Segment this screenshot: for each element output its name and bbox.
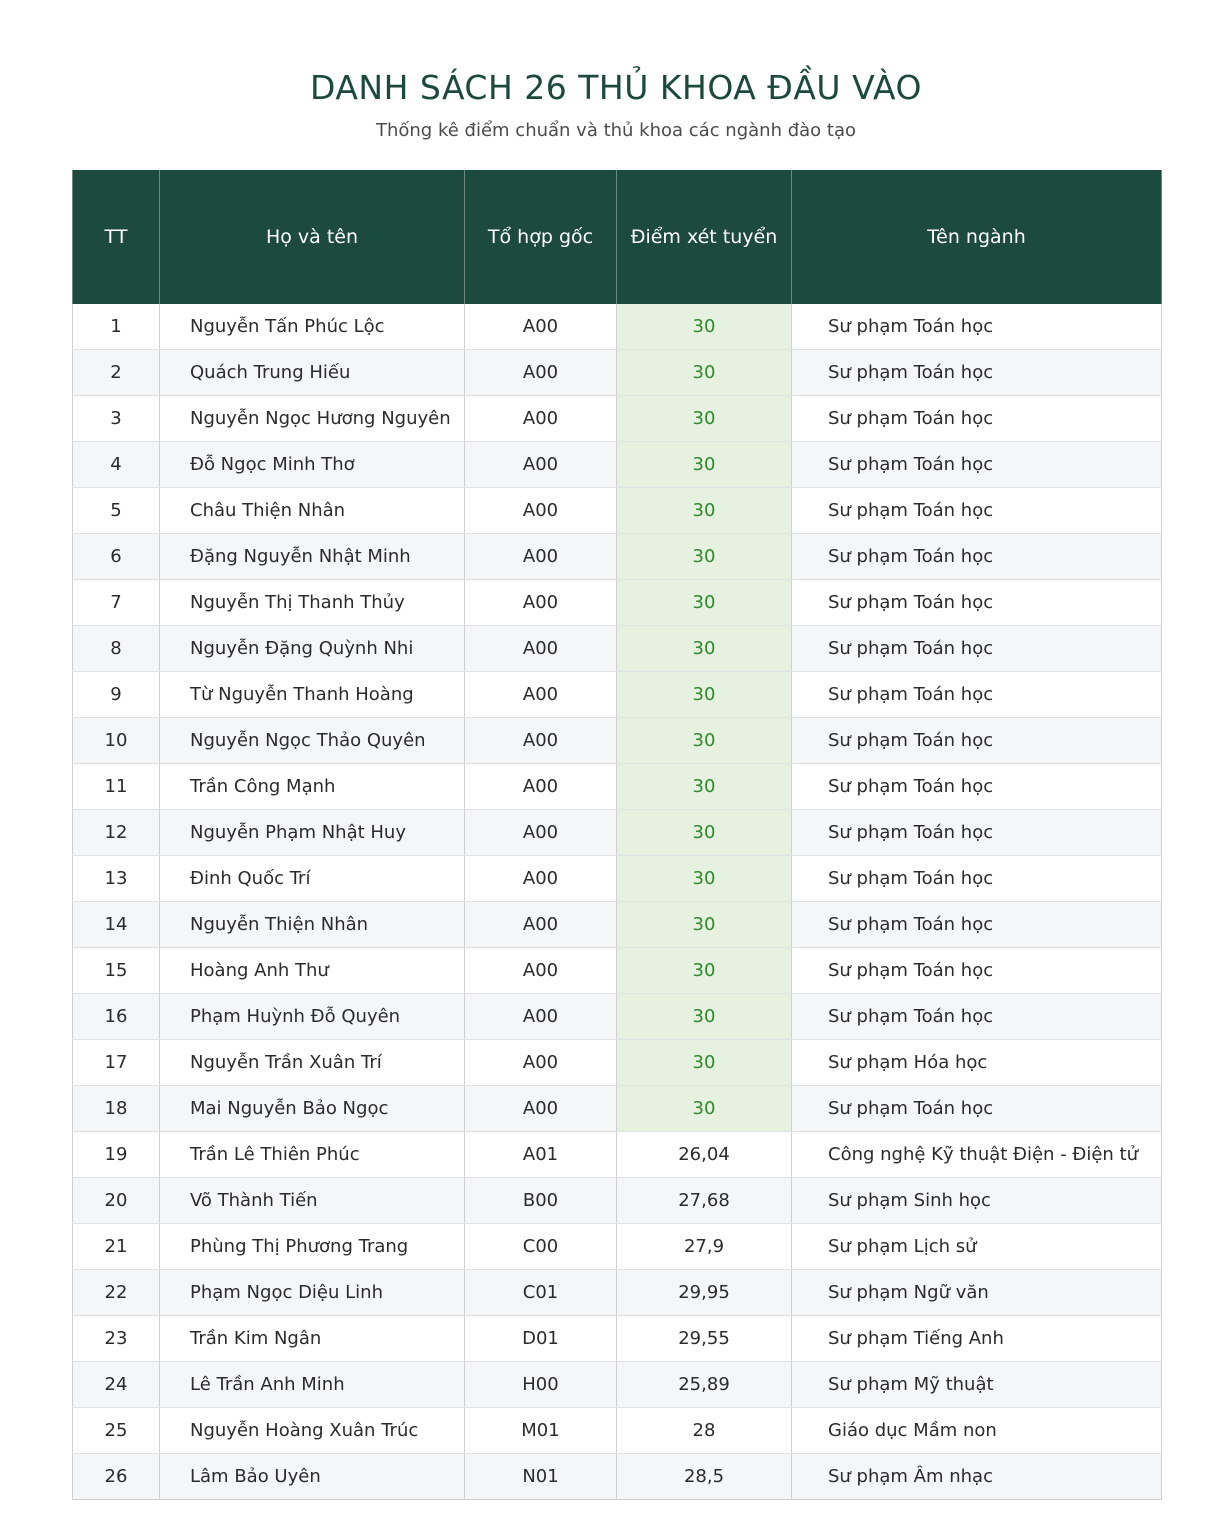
student-name: Trần Công Mạnh — [160, 764, 465, 810]
student-name: Châu Thiện Nhân — [160, 488, 465, 534]
row-number: 6 — [73, 534, 160, 580]
valedictorian-table — [72, 170, 1162, 1500]
table-row — [73, 580, 1162, 626]
major-name: Sư phạm Lịch sử — [792, 1224, 1162, 1270]
admission-score: 26,04 — [617, 1132, 792, 1178]
student-name: Phạm Huỳnh Đỗ Quyên — [160, 994, 465, 1040]
student-name: Trần Kim Ngân — [160, 1316, 465, 1362]
student-name: Lê Trần Anh Minh — [160, 1362, 465, 1408]
subject-combination: D01 — [465, 1316, 617, 1362]
table-row — [73, 1086, 1162, 1132]
row-number: 23 — [73, 1316, 160, 1362]
table-row — [73, 488, 1162, 534]
admission-score: 30 — [617, 350, 792, 396]
student-name: Nguyễn Ngọc Hương Nguyên — [160, 396, 465, 442]
admission-score: 29,55 — [617, 1316, 792, 1362]
admission-score: 30 — [617, 810, 792, 856]
row-number: 21 — [73, 1224, 160, 1270]
major-name: Sư phạm Toán học — [792, 672, 1162, 718]
student-name: Trần Lê Thiên Phúc — [160, 1132, 465, 1178]
student-name: Hoàng Anh Thư — [160, 948, 465, 994]
student-name: Nguyễn Đặng Quỳnh Nhi — [160, 626, 465, 672]
admission-score: 30 — [617, 994, 792, 1040]
subject-combination: A00 — [465, 948, 617, 994]
student-name: Đỗ Ngọc Minh Thơ — [160, 442, 465, 488]
table-row — [73, 626, 1162, 672]
student-name: Võ Thành Tiến — [160, 1178, 465, 1224]
row-number: 5 — [73, 488, 160, 534]
student-name: Từ Nguyễn Thanh Hoàng — [160, 672, 465, 718]
student-name: Đặng Nguyễn Nhật Minh — [160, 534, 465, 580]
major-name: Sư phạm Toán học — [792, 442, 1162, 488]
subject-combination: A00 — [465, 626, 617, 672]
major-name: Sư phạm Toán học — [792, 856, 1162, 902]
row-number: 10 — [73, 718, 160, 764]
table-row — [73, 304, 1162, 350]
column-header-combo: Tổ hợp gốc — [465, 170, 617, 304]
major-name: Sư phạm Toán học — [792, 488, 1162, 534]
student-name: Nguyễn Hoàng Xuân Trúc — [160, 1408, 465, 1454]
subject-combination: A00 — [465, 856, 617, 902]
row-number: 13 — [73, 856, 160, 902]
table-row — [73, 764, 1162, 810]
subject-combination: A00 — [465, 1086, 617, 1132]
table-row — [73, 856, 1162, 902]
admission-score: 30 — [617, 856, 792, 902]
subject-combination: A00 — [465, 442, 617, 488]
student-name: Phạm Ngọc Diệu Linh — [160, 1270, 465, 1316]
student-name: Nguyễn Thị Thanh Thủy — [160, 580, 465, 626]
student-name: Nguyễn Ngọc Thảo Quyên — [160, 718, 465, 764]
table-row — [73, 1040, 1162, 1086]
subject-combination: C01 — [465, 1270, 617, 1316]
row-number: 12 — [73, 810, 160, 856]
table-row — [73, 1178, 1162, 1224]
major-name: Sư phạm Toán học — [792, 1086, 1162, 1132]
admission-score: 27,68 — [617, 1178, 792, 1224]
row-number: 15 — [73, 948, 160, 994]
major-name: Sư phạm Toán học — [792, 948, 1162, 994]
row-number: 25 — [73, 1408, 160, 1454]
table-row — [73, 810, 1162, 856]
table-row — [73, 442, 1162, 488]
subject-combination: A00 — [465, 718, 617, 764]
table-row — [73, 1362, 1162, 1408]
subject-combination: A00 — [465, 304, 617, 350]
admission-score: 30 — [617, 672, 792, 718]
table-row — [73, 672, 1162, 718]
admission-score: 30 — [617, 304, 792, 350]
major-name: Sư phạm Toán học — [792, 994, 1162, 1040]
row-number: 9 — [73, 672, 160, 718]
row-number: 11 — [73, 764, 160, 810]
admission-score: 30 — [617, 1040, 792, 1086]
major-name: Sư phạm Toán học — [792, 810, 1162, 856]
student-name: Mai Nguyễn Bảo Ngọc — [160, 1086, 465, 1132]
major-name: Sư phạm Hóa học — [792, 1040, 1162, 1086]
table-row — [73, 1408, 1162, 1454]
major-name: Sư phạm Sinh học — [792, 1178, 1162, 1224]
page-title: DANH SÁCH 26 THỦ KHOA ĐẦU VÀO — [309, 68, 923, 107]
student-name: Nguyễn Thiện Nhân — [160, 902, 465, 948]
table-row — [73, 1454, 1162, 1500]
subject-combination: A01 — [465, 1132, 617, 1178]
column-header-major: Tên ngành — [792, 170, 1162, 304]
admission-score: 30 — [617, 1086, 792, 1132]
admission-score: 30 — [617, 488, 792, 534]
admission-score: 27,9 — [617, 1224, 792, 1270]
row-number: 4 — [73, 442, 160, 488]
subject-combination: A00 — [465, 764, 617, 810]
admission-score: 30 — [617, 764, 792, 810]
column-header-score: Điểm xét tuyển — [617, 170, 792, 304]
table-row — [73, 534, 1162, 580]
major-name: Sư phạm Âm nhạc — [792, 1454, 1162, 1500]
row-number: 8 — [73, 626, 160, 672]
admission-score: 30 — [617, 580, 792, 626]
row-number: 14 — [73, 902, 160, 948]
student-name: Lâm Bảo Uyên — [160, 1454, 465, 1500]
table-row — [73, 396, 1162, 442]
subject-combination: A00 — [465, 672, 617, 718]
subject-combination: A00 — [465, 994, 617, 1040]
subject-combination: A00 — [465, 396, 617, 442]
admission-score: 28 — [617, 1408, 792, 1454]
student-name: Nguyễn Trần Xuân Trí — [160, 1040, 465, 1086]
subject-combination: A00 — [465, 902, 617, 948]
major-name: Sư phạm Mỹ thuật — [792, 1362, 1162, 1408]
admission-score: 30 — [617, 718, 792, 764]
subject-combination: M01 — [465, 1408, 617, 1454]
major-name: Sư phạm Ngữ văn — [792, 1270, 1162, 1316]
table-row — [73, 718, 1162, 764]
table-row — [73, 1270, 1162, 1316]
student-name: Nguyễn Phạm Nhật Huy — [160, 810, 465, 856]
row-number: 18 — [73, 1086, 160, 1132]
subject-combination: A00 — [465, 810, 617, 856]
major-name: Công nghệ Kỹ thuật Điện - Điện tử — [792, 1132, 1162, 1178]
major-name: Sư phạm Toán học — [792, 764, 1162, 810]
major-name: Giáo dục Mầm non — [792, 1408, 1162, 1454]
admission-score: 30 — [617, 534, 792, 580]
row-number: 3 — [73, 396, 160, 442]
table-row — [73, 948, 1162, 994]
row-number: 7 — [73, 580, 160, 626]
major-name: Sư phạm Toán học — [792, 350, 1162, 396]
column-header-tt: TT — [73, 170, 160, 304]
subject-combination: H00 — [465, 1362, 617, 1408]
table-header-row — [73, 170, 1162, 304]
student-name: Nguyễn Tấn Phúc Lộc — [160, 304, 465, 350]
subject-combination: A00 — [465, 580, 617, 626]
table-row — [73, 350, 1162, 396]
row-number: 20 — [73, 1178, 160, 1224]
admission-score: 30 — [617, 442, 792, 488]
table-row — [73, 994, 1162, 1040]
row-number: 17 — [73, 1040, 160, 1086]
table-row — [73, 1316, 1162, 1362]
student-name: Đinh Quốc Trí — [160, 856, 465, 902]
table-row — [73, 1132, 1162, 1178]
table-row — [73, 902, 1162, 948]
row-number: 19 — [73, 1132, 160, 1178]
admission-score: 30 — [617, 948, 792, 994]
row-number: 1 — [73, 304, 160, 350]
row-number: 16 — [73, 994, 160, 1040]
major-name: Sư phạm Tiếng Anh — [792, 1316, 1162, 1362]
row-number: 26 — [73, 1454, 160, 1500]
admission-score: 30 — [617, 626, 792, 672]
major-name: Sư phạm Toán học — [792, 304, 1162, 350]
subject-combination: N01 — [465, 1454, 617, 1500]
major-name: Sư phạm Toán học — [792, 626, 1162, 672]
student-name: Quách Trung Hiếu — [160, 350, 465, 396]
major-name: Sư phạm Toán học — [792, 580, 1162, 626]
subject-combination: A00 — [465, 1040, 617, 1086]
subject-combination: A00 — [465, 488, 617, 534]
subject-combination: C00 — [465, 1224, 617, 1270]
subject-combination: A00 — [465, 534, 617, 580]
admission-score: 30 — [617, 902, 792, 948]
page-subtitle: Thống kê điểm chuẩn và thủ khoa các ngành đào tạo — [375, 120, 856, 141]
row-number: 2 — [73, 350, 160, 396]
student-name: Phùng Thị Phương Trang — [160, 1224, 465, 1270]
subject-combination: B00 — [465, 1178, 617, 1224]
admission-score: 30 — [617, 396, 792, 442]
admission-score: 28,5 — [617, 1454, 792, 1500]
major-name: Sư phạm Toán học — [792, 718, 1162, 764]
major-name: Sư phạm Toán học — [792, 534, 1162, 580]
major-name: Sư phạm Toán học — [792, 902, 1162, 948]
table-row — [73, 1224, 1162, 1270]
admission-score: 29,95 — [617, 1270, 792, 1316]
subject-combination: A00 — [465, 350, 617, 396]
row-number: 24 — [73, 1362, 160, 1408]
major-name: Sư phạm Toán học — [792, 396, 1162, 442]
column-header-name: Họ và tên — [160, 170, 465, 304]
admission-score: 25,89 — [617, 1362, 792, 1408]
row-number: 22 — [73, 1270, 160, 1316]
table-body — [73, 304, 1162, 1500]
